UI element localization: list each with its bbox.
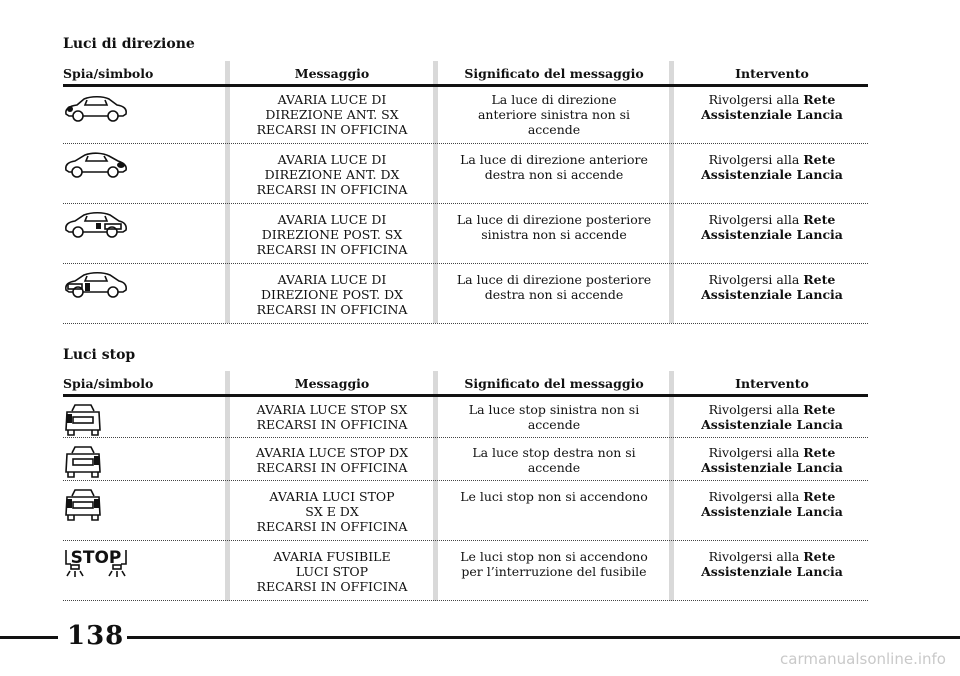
header-rule [63, 394, 868, 397]
car-front-right-icon [63, 150, 129, 184]
row-divider [63, 263, 868, 264]
row-divider [63, 203, 868, 204]
meaning-text: La luce di direzione posteriore destra non si accende [456, 272, 652, 302]
car-back-stop-left-icon [63, 402, 103, 442]
message-text: AVARIA LUCE DI DIREZIONE POST. DX RECARSI IN OFFICINA [256, 272, 408, 317]
car-back-stop-both-icon [63, 487, 103, 527]
message-text: AVARIA LUCE STOP DX RECARSI IN OFFICINA [255, 445, 409, 475]
action-text: Rivolgersi alla Rete Assistenziale Lancia [701, 212, 843, 242]
meaning-text: La luce di direzione posteriore sinistra non si accende [456, 212, 652, 242]
meaning-text: Le luci stop non si accendono [460, 489, 648, 504]
column-divider [433, 371, 438, 601]
row-divider [63, 480, 868, 481]
action-text: Rivolgersi alla Rete Assistenziale Lancia [701, 92, 843, 122]
meaning-text: La luce stop destra non si accende [472, 445, 636, 475]
meaning-text: La luce di direzione anteriore destra non si accende [460, 152, 648, 182]
column-divider [669, 371, 674, 601]
header-spia: Spia/simbolo [63, 66, 154, 81]
meaning-text: La luce di direzione anteriore sinistra non si accende [477, 92, 631, 137]
column-divider [225, 61, 230, 323]
header-intervento: Intervento [735, 66, 809, 81]
header-rule [63, 84, 868, 87]
action-text: Rivolgersi alla Rete Assistenziale Lancia [701, 489, 843, 519]
column-divider [225, 371, 230, 601]
row-divider [63, 323, 868, 324]
car-back-stop-right-icon [63, 444, 103, 484]
header-intervento: Intervento [735, 376, 809, 391]
row-divider [63, 540, 868, 541]
footer-rule-right [127, 636, 960, 639]
header-messaggio: Messaggio [294, 66, 370, 81]
stop-fuse-icon [63, 546, 129, 586]
row-divider [63, 143, 868, 144]
car-rear-right-icon [63, 270, 129, 304]
message-text: AVARIA LUCE DI DIREZIONE POST. SX RECARSI IN OFFICINA [256, 212, 408, 257]
header-spia: Spia/simbolo [63, 376, 154, 391]
footer-rule-left [0, 636, 58, 639]
column-divider [433, 61, 438, 323]
action-text: Rivolgersi alla Rete Assistenziale Lancia [701, 402, 843, 432]
header-significato: Significato del messaggio [464, 376, 644, 391]
page-number: 138 [67, 621, 125, 651]
message-text: AVARIA LUCE STOP SX RECARSI IN OFFICINA [256, 402, 408, 432]
action-text: Rivolgersi alla Rete Assistenziale Lancia [701, 152, 843, 182]
car-rear-left-icon [63, 210, 129, 244]
row-divider [63, 600, 868, 601]
stop-icon-label: STOP [70, 548, 122, 568]
message-text: AVARIA FUSIBILE LUCI STOP RECARSI IN OFFICINA [256, 549, 408, 594]
header-significato: Significato del messaggio [464, 66, 644, 81]
message-text: AVARIA LUCE DI DIREZIONE ANT. SX RECARSI IN OFFICINA [256, 92, 408, 137]
meaning-text: La luce stop sinistra non si accende [468, 402, 640, 432]
action-text: Rivolgersi alla Rete Assistenziale Lancia [701, 549, 843, 579]
meaning-text: Le luci stop non si accendono per l’interruzione del fusibile [460, 549, 648, 579]
message-text: AVARIA LUCI STOP SX E DX RECARSI IN OFFICINA [256, 489, 408, 534]
action-text: Rivolgersi alla Rete Assistenziale Lancia [701, 445, 843, 475]
message-text: AVARIA LUCE DI DIREZIONE ANT. DX RECARSI IN OFFICINA [256, 152, 408, 197]
row-divider [63, 437, 868, 438]
section-title-stop: Luci stop [63, 347, 136, 363]
header-messaggio: Messaggio [294, 376, 370, 391]
watermark: carmanualsonline.info [780, 650, 946, 668]
column-divider [669, 61, 674, 323]
action-text: Rivolgersi alla Rete Assistenziale Lancia [701, 272, 843, 302]
car-front-left-icon [63, 94, 129, 128]
section-title-direzione: Luci di direzione [63, 36, 195, 52]
